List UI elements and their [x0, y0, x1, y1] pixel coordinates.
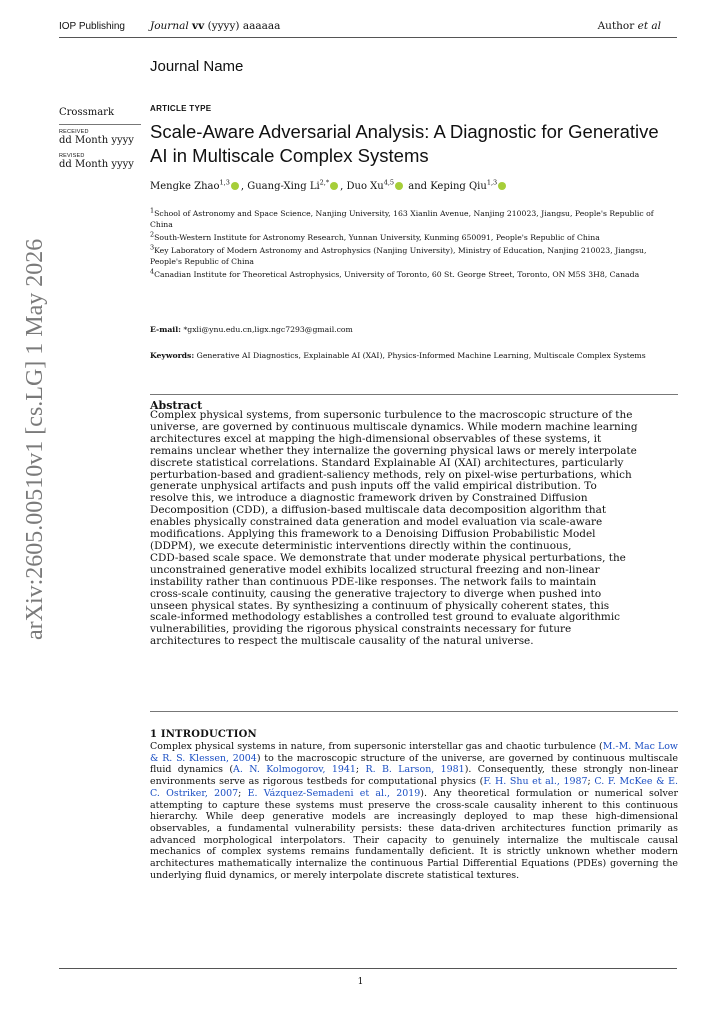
body-text: ). Consequently, these strongly non-linear environments serve as rigorous testbeds for computational physics (: [150, 764, 678, 788]
received-date: dd Month yyyy: [59, 135, 134, 146]
abstract-line: enables physically constrained data generation and model evaluation via scale-aware: [150, 516, 603, 529]
affiliation: [150, 208, 678, 230]
running-author-label: Author: [597, 20, 635, 32]
abstract-line: scale-informed methodology establishes a controlled test ground to evaluate algorithmic: [150, 611, 620, 624]
running-author: [598, 20, 661, 32]
abstract-line: unconstrained generative model exhibits localized structural freezing and non-linear: [150, 563, 600, 576]
revised-label: REVISED: [59, 153, 85, 159]
crossmark-link[interactable]: Crossmark: [59, 107, 114, 118]
abstract-line: Complex physical systems, from supersonic turbulence to the macroscopic structure of the: [150, 409, 633, 421]
journal-reference: [150, 20, 280, 32]
revised-date: dd Month yyyy: [59, 159, 134, 170]
affiliation: [150, 232, 678, 243]
body-text: ;: [587, 776, 595, 788]
email-label: E-mail:: [150, 325, 181, 334]
affiliations: [150, 208, 678, 282]
orcid-icon[interactable]: [395, 182, 403, 190]
orcid-icon[interactable]: [231, 182, 239, 190]
abstract-line: Decomposition (CDD), a diffusion-based multiscale data decomposition algorithm that: [150, 504, 607, 517]
author-name: Mengke Zhao: [150, 181, 220, 192]
affiliation-number: 1: [150, 206, 155, 215]
abstract-line: cross-scale continuity, causing the generative trajectory to diverge when pushed into: [150, 587, 602, 600]
received-label: RECEIVED: [59, 129, 89, 135]
journal-volume: vv: [192, 20, 205, 32]
citation-link[interactable]: F. H. Shu et al., 1987: [483, 776, 588, 788]
orcid-icon[interactable]: [330, 182, 338, 190]
abstract-line: universe, are governed by continuous multiscale dynamics. While modern machine learning: [150, 420, 638, 433]
abstract-line: resolve this, we introduce a diagnostic framework driven by Constrained Diffusion: [150, 492, 588, 505]
journal-word: Journal: [150, 20, 189, 32]
keywords-line: [150, 350, 678, 361]
abstract-line: architectures excel at mapping the high-dimensional observables of these systems, it: [150, 432, 602, 445]
author-affil: 2,*: [319, 178, 330, 187]
citation-link[interactable]: C. F. McKee & E. C. Ostriker, 2007: [150, 776, 679, 799]
paper-title: [150, 120, 670, 168]
affiliation-text: Key Laboratory of Modern Astronomy and Astrophysics (Nanjing University), Ministry of Education, Nanjing 210023, Jiangsu, People's Republic of China: [150, 246, 647, 266]
affiliation-text: School of Astronomy and Space Science, Nanjing University, 163 Xianlin Avenue, Nanjing 210023, Jiangsu, People's Republic of China: [150, 209, 654, 229]
email-line: [150, 325, 353, 334]
affiliation: [150, 245, 678, 267]
abstract-line: instability rather than continuous PDE-like responses. The network fails to maintain: [150, 575, 597, 588]
affiliation-text: South-Western Institute for Astronomy Research, Yunnan University, Kunming 650091, People's Republic of China: [154, 233, 600, 242]
abstract-line: remains unclear whether they internalize the governing physical laws or merely interpolate: [150, 444, 637, 457]
abstract-line: architectures to respect the multiscale causality of the natural universe.: [150, 635, 534, 648]
orcid-icon[interactable]: [498, 182, 506, 190]
introduction-paragraph: [150, 741, 678, 881]
abstract-line: modifications. Applying this framework to a Denoising Diffusion Probabilistic Model: [150, 528, 596, 541]
author-affil: 4,5: [383, 178, 395, 187]
journal-name: Journal Name: [150, 58, 244, 75]
arxiv-stamp: arXiv:2605.00510v1 [cs.LG] 1 May 2026: [22, 238, 48, 640]
abstract-line: generate unphysical artifacts and push inputs off the valid empirical distribution. To: [150, 480, 597, 493]
author-affil: 1,3: [219, 178, 230, 187]
citation-link[interactable]: A. N. Kolmogorov, 1941: [233, 764, 356, 776]
abstract-line: discrete statistical correlations. Standard Explainable AI (XAI) architectures, particularly: [150, 456, 624, 469]
citation-link[interactable]: E. Vázquez-Semadeni et al., 2019: [247, 787, 421, 799]
email-address[interactable]: *gxli@ynu.edu.cn,ligx.ngc7293@gmail.com: [183, 325, 353, 334]
citation-link[interactable]: M.-M. Mac Low & R. S. Klessen, 2004: [150, 741, 678, 764]
received-block: [59, 129, 134, 146]
section-heading-introduction: 1 INTRODUCTION: [150, 729, 257, 740]
footer-rule: [59, 968, 677, 969]
revised-block: [59, 153, 134, 170]
article-type: ARTICLE TYPE: [150, 104, 212, 113]
abstract-heading: Abstract: [150, 399, 203, 412]
page-number: 1: [357, 977, 364, 987]
abstract-rule-top: [150, 394, 678, 395]
running-author-etal: et al: [637, 20, 661, 32]
body-text: Complex physical systems in nature, from supersonic interstellar gas and chaotic turbulence (: [150, 741, 603, 752]
abstract-rule-bottom: [150, 711, 678, 712]
author-affil: 1,3: [486, 178, 498, 187]
abstract-line: (DDPM), we execute deterministic interventions directly within the continuous,: [150, 539, 572, 552]
author-name: Duo Xu: [346, 181, 384, 192]
journal-year-pages: (yyyy) aaaaaa: [207, 20, 281, 32]
abstract-body: [150, 410, 678, 648]
author-list: Mengke Zhao$^{1,3}$ , Guang-Xing $Li^{2,*}$ , Duo Xu$^{4,5}$ and Keping Qiu$^{1,3}$: [150, 181, 508, 192]
keywords-value: Generative AI Diagnostics, Explainable AI (XAI), Physics-Informed Machine Learning, Multiscale Complex Systems: [196, 351, 646, 360]
title-line: Scale-Aware Adversarial Analysis: A Diagnostic for Generative: [150, 121, 659, 142]
header-rule: [59, 37, 677, 38]
affiliation-number: 4: [150, 267, 155, 276]
body-text: ;: [238, 787, 248, 799]
body-text: ;: [355, 764, 366, 776]
abstract-line: unseen physical states. By synthesizing a continuum of physically coherent states, this: [150, 599, 610, 612]
author-name: Guang-Xing Li: [247, 181, 320, 192]
keywords-label: Keywords:: [150, 351, 195, 360]
abstract-line: vulnerabilities, providing the rigorous physical constraints necessary for future: [150, 623, 572, 636]
authors-and: and: [408, 181, 428, 192]
publisher-name: IOP Publishing: [59, 21, 125, 32]
affiliation-text: Canadian Institute for Theoretical Astrophysics, University of Toronto, 60 St. George Street, Toronto, ON M5S 3H8, Canada: [154, 270, 640, 279]
abstract-line: perturbation-based and gradient-saliency methods, rely on pixel-wise perturbations, which: [150, 468, 632, 481]
affiliation-number: 3: [150, 243, 155, 252]
body-text: ). Any theoretical formulation or numerical solver attempting to capture these systems must preserve the cross-scale causality inherent to this continuous hierarchy. While deep generative models are increasingly deployed to map these high-dimensional observables, a fundamental vulnerability persists: these data-driven architectures function primarily as advanced morphological interpolators. Their capacity to genuinely internalize the multiscale causal mechanics of complex systems remains fundamentally deficient. It is strictly unknown whether modern architectures mathematically internalize the continuous Partial Differential Equations (PDEs) governing the underlying fluid dynamics, or merely interpolate discrete statistical textures.: [150, 787, 678, 881]
author-name: Keping Qiu: [430, 181, 487, 192]
citation-link[interactable]: R. B. Larson, 1981: [365, 764, 465, 776]
abstract-line: CDD-based scale space. We demonstrate that under moderate physical perturbations, the: [150, 551, 626, 564]
title-line: AI in Multiscale Complex Systems: [150, 145, 429, 166]
affiliation-number: 2: [150, 230, 155, 239]
affiliation: [150, 269, 678, 280]
margin-rule: [59, 124, 141, 125]
body-text: ) to the macroscopic structure of the universe, are governed by continuous multiscale fluid dynamics (: [150, 752, 679, 776]
